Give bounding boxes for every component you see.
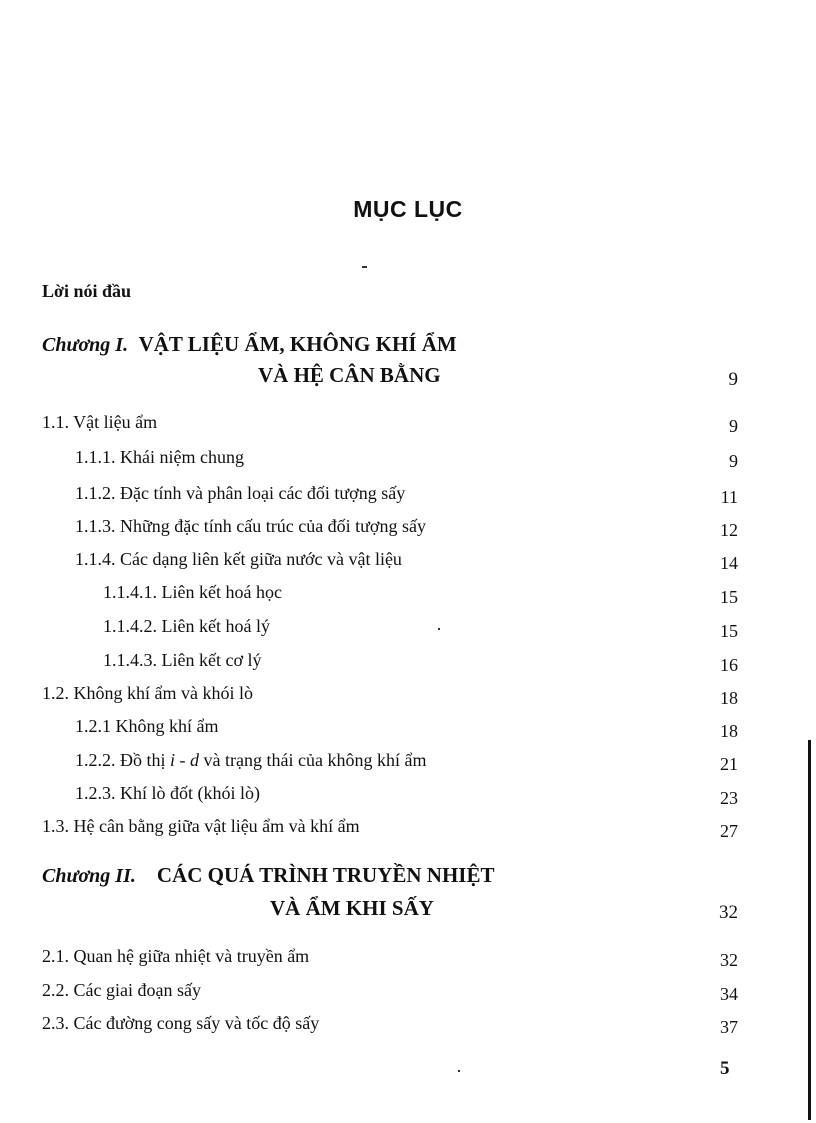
toc-entry: 1.3. Hệ cân bằng giữa vật liệu ẩm và khí ẩm (42, 816, 360, 836)
toc-entry-page: 15 (720, 587, 738, 607)
toc-entry: 1.1. Vật liệu ẩm (42, 412, 158, 432)
toc-entry-text: 1.2.2. Đồ thị (75, 750, 171, 770)
toc-entry-page: 18 (720, 721, 738, 741)
toc-entry-page: 37 (720, 1017, 738, 1037)
toc-entry: 1.1.4.3. Liên kết cơ lý (103, 650, 262, 670)
chapter-2-page: 32 (719, 902, 738, 923)
toc-entry-page: 14 (720, 553, 738, 573)
toc-entry: 1.1.4.2. Liên kết hoá lý (103, 616, 270, 636)
toc-entry-page: 15 (720, 621, 738, 641)
chapter-2-title-line2: VÀ ẨM KHI SẤY (270, 896, 434, 920)
page-number: 5 (720, 1058, 730, 1079)
scan-speck (438, 628, 440, 630)
toc-entry-page: 12 (720, 520, 738, 540)
toc-entry: 1.1.2. Đặc tính và phân loại các đối tượng sấy (75, 483, 406, 503)
toc-entry-page: 18 (720, 688, 738, 708)
toc-entry-page: 27 (720, 821, 738, 841)
toc-entry-page: 23 (720, 788, 738, 808)
toc-entry: 1.1.1. Khái niệm chung (75, 447, 244, 467)
toc-entry-page: 9 (729, 416, 738, 436)
chapter-1-heading (42, 330, 457, 359)
chapter-1-label: Chương I. (42, 334, 129, 356)
toc-entry: 2.1. Quan hệ giữa nhiệt và truyền ẩm (42, 946, 310, 966)
toc-title: MỤC LỤC (353, 196, 463, 222)
toc-entry-page: 16 (720, 655, 738, 675)
chapter-1-page: 9 (728, 369, 738, 390)
toc-entry-page: 11 (720, 487, 738, 507)
toc-entry: 1.2.3. Khí lò đốt (khói lò) (75, 783, 260, 803)
toc-entry: 1.2.1 Không khí ẩm (75, 716, 219, 736)
chapter-1-title-line2: VÀ HỆ CÂN BẰNG (258, 363, 441, 387)
toc-entry: 2.3. Các đường cong sấy và tốc độ sấy (42, 1013, 320, 1033)
foreword-entry: Lời nói đầu (42, 281, 132, 301)
toc-entry: 1.1.4. Các dạng liên kết giữa nước và vật liệu (75, 549, 402, 569)
toc-entry-text: và trạng thái của không khí ẩm (199, 750, 427, 770)
scan-speck (362, 266, 367, 268)
toc-entry: 2.2. Các giai đoạn sấy (42, 980, 201, 1000)
chapter-1-title-line1: VẬT LIỆU ẨM, KHÔNG KHÍ ẨM (138, 332, 457, 356)
toc-entry-page: 9 (729, 451, 738, 471)
toc-entry: 1.1.3. Những đặc tính cấu trúc của đối tượng sấy (75, 516, 426, 536)
toc-entry-italic: i - d (170, 750, 200, 770)
toc-entry-page: 32 (720, 950, 738, 970)
page-edge-line (808, 740, 811, 1120)
toc-entry: 1.1.4.1. Liên kết hoá học (103, 582, 282, 602)
chapter-2-label: Chương II. (42, 865, 136, 887)
toc-entry: 1.2. Không khí ẩm và khói lò (42, 683, 253, 703)
toc-entry (75, 748, 426, 772)
chapter-2-title-line1: CÁC QUÁ TRÌNH TRUYỀN NHIỆT (156, 863, 495, 887)
toc-entry-page: 21 (720, 754, 738, 774)
scan-speck (458, 1070, 460, 1072)
toc-entry-page: 34 (720, 984, 738, 1004)
chapter-2-heading (42, 861, 495, 890)
